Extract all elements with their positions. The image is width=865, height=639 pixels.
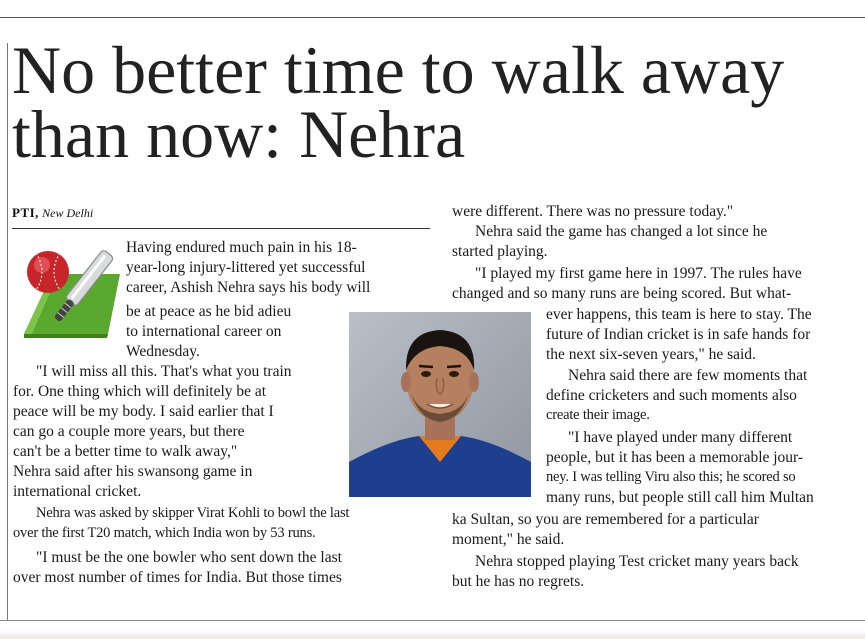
quote-line: can go a couple more years, but there [13, 423, 245, 440]
journey-line: moment," he said. [452, 531, 565, 548]
intro-line: Wednesday. [126, 343, 200, 360]
first-game-line: ever happens, this team is here to stay. The [546, 306, 812, 323]
no-regrets-line: but he has no regrets. [452, 573, 585, 590]
intro-line: career, Ashish Nehra says his body will [126, 279, 371, 296]
first-game-line: "I played my first game here in 1997. The rules have [475, 265, 802, 282]
moments-line: create their image. [546, 407, 650, 423]
quote-line: peace will be my body. I said earlier that I [13, 403, 274, 420]
page-edge [0, 630, 865, 639]
journey-line: people, but it has been a memorable jour- [546, 449, 804, 466]
moments-line: define cricketers and such moments also [546, 387, 797, 404]
quote-line: for. One thing which will definitely be at [13, 383, 267, 400]
quote-line: "I will miss all this. That's what you train [36, 363, 292, 380]
byline-agency: PTI, [12, 205, 39, 220]
quote-line: can't be a better time to walk away," [13, 443, 238, 460]
bowler-line: over most number of times for India. But those times [13, 569, 342, 586]
first-game-line: future of Indian cricket is in safe hands for [546, 326, 811, 343]
quote-line: international cricket. [13, 483, 142, 500]
game-changed-line: Nehra said the game has changed a lot since he [475, 223, 768, 240]
no-regrets-line: Nehra stopped playing Test cricket many years back [475, 553, 799, 570]
cricket-ball-bat-icon [12, 238, 122, 342]
byline [12, 205, 93, 221]
intro-line: year-long injury-littered yet successful [126, 259, 366, 276]
bottom-rule [0, 620, 865, 621]
byline-place: New Delhi [42, 206, 94, 220]
first-game-line: the next six-seven years," he said. [546, 346, 756, 363]
byline-rule [12, 228, 430, 229]
kohli-line: Nehra was asked by skipper Virat Kohli to bowl the last [36, 505, 350, 521]
intro-line: to international career on [126, 323, 282, 340]
intro-line: Having endured much pain in his 18- [126, 239, 357, 256]
player-photo [349, 312, 531, 497]
journey-line: many runs, but people still call him Multan [546, 489, 814, 506]
top-rule [0, 17, 865, 18]
intro-line: be at peace as he bid adieu [126, 303, 292, 320]
bowler-line: were different. There was no pressure today." [452, 203, 734, 220]
journey-line: ka Sultan, so you are remembered for a particular [452, 511, 759, 528]
journey-line: ney. I was telling Viru also this; he scored so [546, 469, 796, 485]
first-game-line: changed and so many runs are being scored. But what- [452, 285, 792, 302]
journey-line: "I have played under many different [568, 429, 793, 446]
column-rule [7, 43, 8, 621]
moments-line: Nehra said there are few moments that [568, 367, 808, 384]
quote-line: Nehra said after his swansong game in [13, 463, 253, 480]
game-changed-line: started playing. [452, 243, 548, 260]
kohli-line: over the first T20 match, which India won by 53 runs. [13, 525, 316, 541]
bowler-line: "I must be the one bowler who sent down the last [36, 549, 342, 566]
headline: No better time to walk away than now: Nehra [12, 32, 785, 172]
